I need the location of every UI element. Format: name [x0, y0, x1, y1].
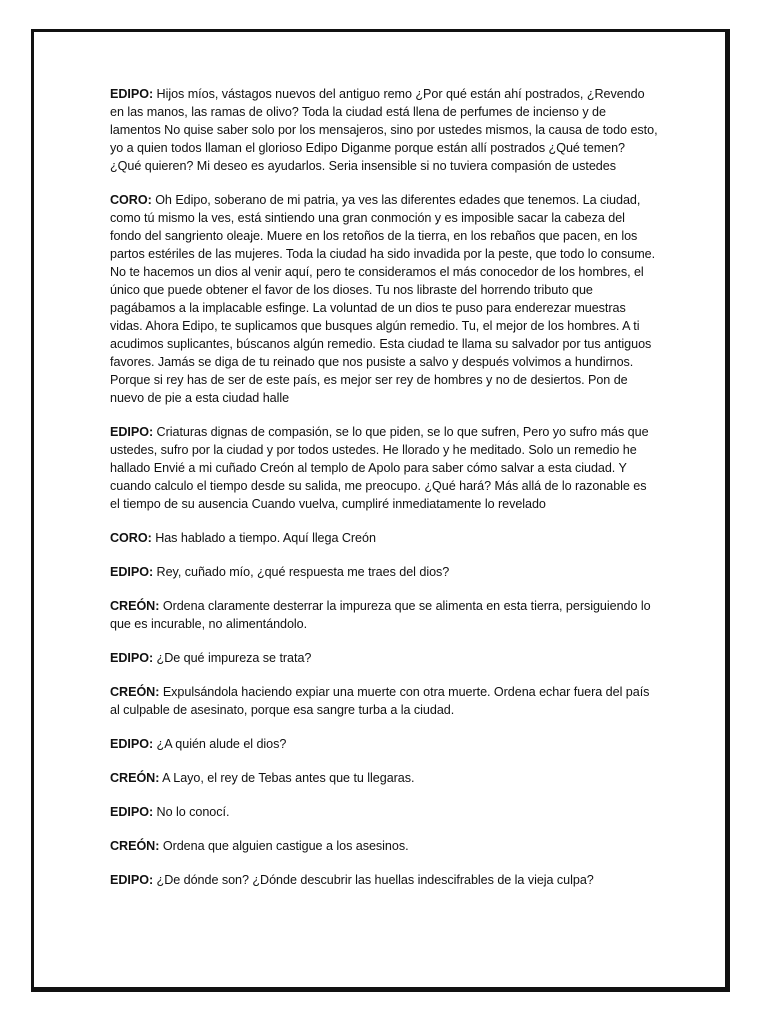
dialogue-turn [110, 683, 658, 719]
speaker-label: CORO: [110, 531, 152, 545]
speech-text: Criaturas dignas de compasión, se lo que piden, se lo que sufren, Pero yo sufro más que ustedes, sufro por la ciudad y por todos ustedes. He llorado y he meditado. Solo un remedio he hallado Envié a mi cuñado Creón al templo de Apolo para saber cómo salvar a esta ciudad. Y cuando calculo el tiempo desde su salida, me preocupo. ¿Qué hará? Más allá de lo razonable es el tiempo de su ausencia Cuando vuelva, cumpliré inmediatamente lo revelado [110, 425, 649, 511]
speech-text: Expulsándola haciendo expiar una muerte con otra muerte. Ordena echar fuera del país al culpable de asesinato, porque esa sangre turba a la ciudad. [110, 685, 650, 717]
speaker-label: EDIPO: [110, 805, 154, 819]
speaker-label: EDIPO: [110, 873, 154, 887]
dialogue-turn [110, 423, 658, 513]
speaker-label: CREÓN: [110, 771, 160, 785]
dialogue-turn [110, 563, 658, 581]
speech-text: No lo conocí. [156, 805, 230, 819]
speech-text: Has hablado a tiempo. Aquí llega Creón [155, 531, 376, 545]
speech-text: Ordena claramente desterrar la impureza que se alimenta en esta tierra, persiguiendo lo que es incurable, no alimentándolo. [110, 599, 651, 631]
document-body [110, 85, 658, 905]
speech-text: ¿De qué impureza se trata? [156, 651, 312, 665]
speech-text: ¿De dónde son? ¿Dónde descubrir las huellas indescifrables de la vieja culpa? [156, 873, 594, 887]
speaker-label: CREÓN: [110, 685, 160, 699]
speaker-label: EDIPO: [110, 87, 154, 101]
speaker-label: EDIPO: [110, 425, 154, 439]
speech-text: Ordena que alguien castigue a los asesinos. [162, 839, 409, 853]
dialogue-turn [110, 769, 658, 787]
dialogue-turn [110, 529, 658, 547]
dialogue-turn [110, 597, 658, 633]
dialogue-turn [110, 803, 658, 821]
speech-text: ¿A quién alude el dios? [156, 737, 287, 751]
speech-text: Hijos míos, vástagos nuevos del antiguo remo ¿Por qué están ahí postrados, ¿Revendo en las manos, las ramas de olivo? Toda la ciudad está llena de perfumes de incienso y de lamentos No quise saber solo por los mensajeros, sino por ustedes mismos, la causa de todo esto, yo a quien todos llaman el glorioso Edipo Diganme porque están allí postrados ¿Qué temen? ¿Qué quieren? Mi deseo es ayudarlos. Seria insensible si no tuviera compasión de ustedes [110, 87, 658, 173]
speech-text: Oh Edipo, soberano de mi patria, ya ves las diferentes edades que tenemos. La ciudad, como tú mismo la ves, está sintiendo una gran conmoción y es imposible sacar la cabeza del fondo del sangriento oleaje. Muere en los retoños de la tierra, en los rebaños que pacen, en los partos estériles de las mujeres. Toda la ciudad ha sido invadida por la peste, que todo lo consume. No te hacemos un dios al venir aquí, pero te consideramos el más conocedor de los hombres, el único que puede obtener el favor de los dioses. Tu nos libraste del horrendo tributo que pagábamos a la implacable esfinge. La voluntad de un dios te puso para enderezar muestras vidas. Ahora Edipo, te suplicamos que busques algún remedio. Tu, el mejor de los hombres. A ti acudimos suplicantes, búscanos algún remedio. Esta ciudad te llama su salvador por tus antiguos favores. Jamás se diga de tu reinado que nos pusiste a salvo y después volvimos a hundirnos. Porque si rey has de ser de este país, es mejor ser rey de hombres y no de desiertos. Pon de nuevo de pie a esta ciudad halle [110, 193, 656, 405]
dialogue-turn [110, 191, 658, 407]
dialogue-turn [110, 871, 658, 889]
speaker-label: CORO: [110, 193, 152, 207]
dialogue-turn [110, 649, 658, 667]
speaker-label: EDIPO: [110, 565, 154, 579]
dialogue-turn [110, 837, 658, 855]
dialogue-turn [110, 735, 658, 753]
speaker-label: EDIPO: [110, 737, 154, 751]
speech-text: Rey, cuñado mío, ¿qué respuesta me traes del dios? [156, 565, 450, 579]
speech-text: A Layo, el rey de Tebas antes que tu llegaras. [162, 771, 415, 785]
dialogue-turn [110, 85, 658, 175]
speaker-label: CREÓN: [110, 839, 160, 853]
speaker-label: EDIPO: [110, 651, 154, 665]
speaker-label: CREÓN: [110, 599, 160, 613]
